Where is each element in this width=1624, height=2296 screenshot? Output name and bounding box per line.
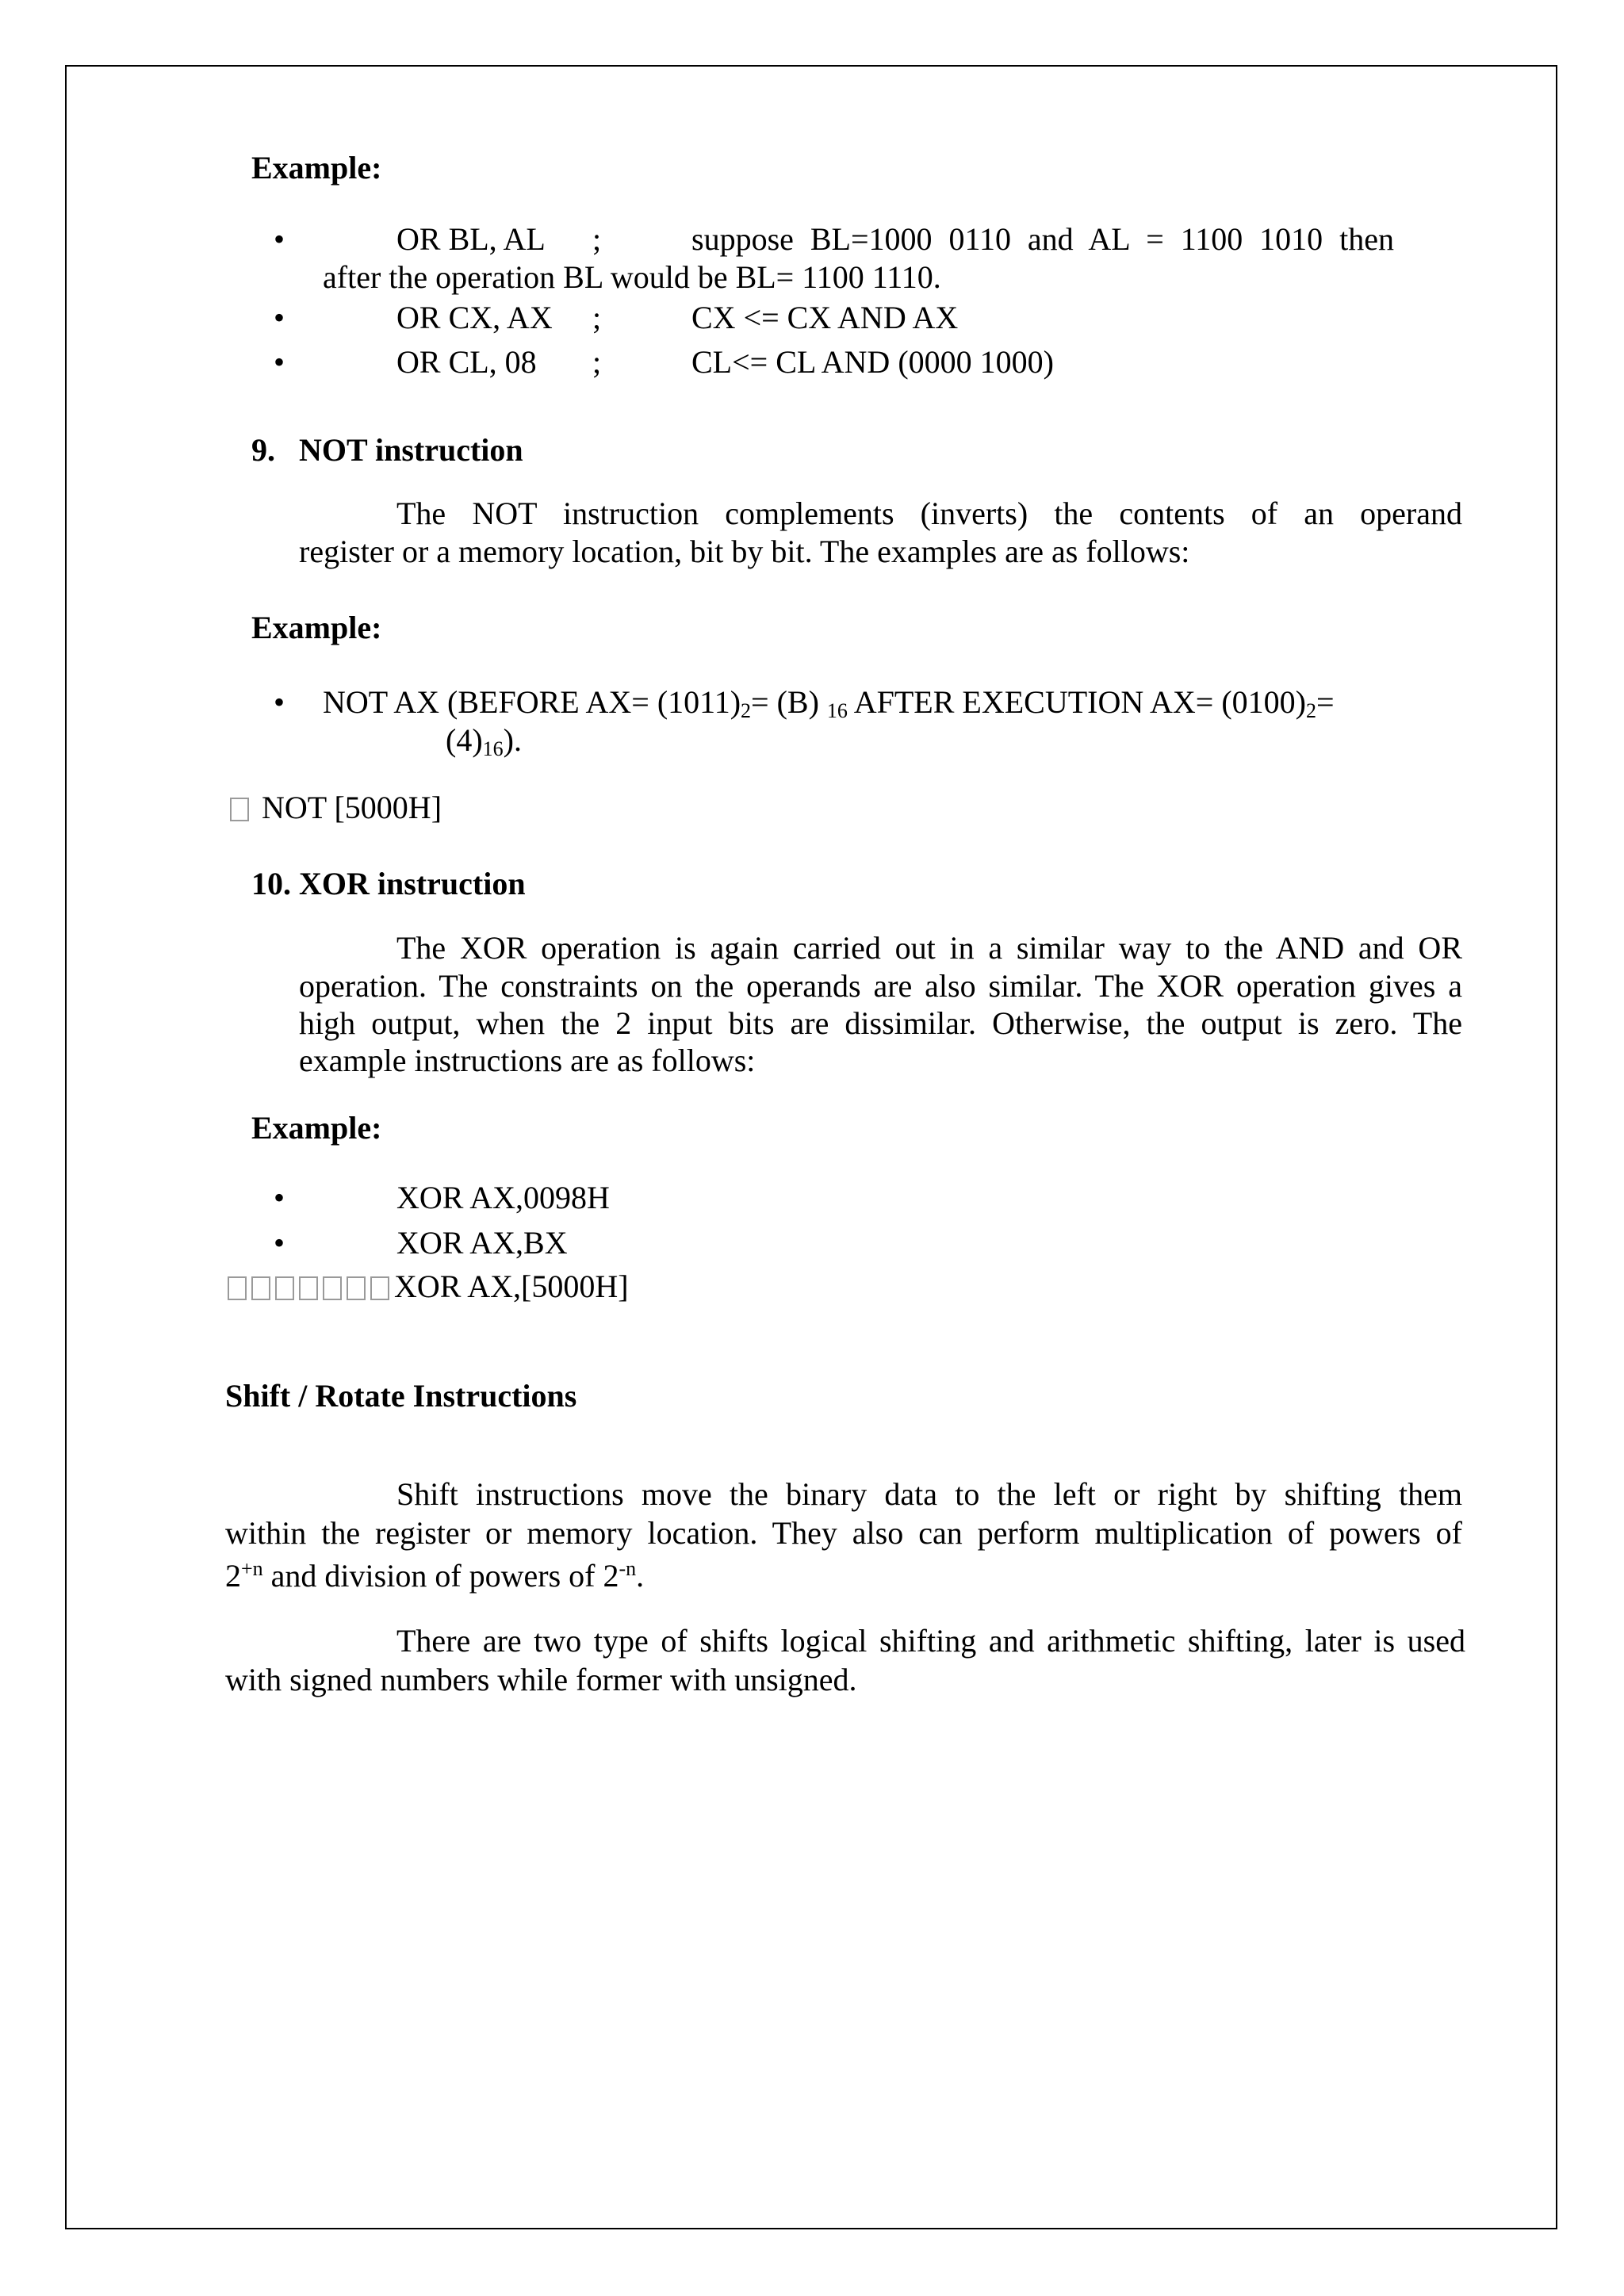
missing-glyph-box (275, 1276, 294, 1300)
section-heading-shift: Shift / Rotate Instructions (225, 1378, 577, 1414)
bullet: • (274, 300, 285, 335)
example-label: Example: (251, 1110, 382, 1146)
bullet: • (274, 221, 285, 257)
separator: ; (592, 300, 602, 335)
example-label: Example: (251, 610, 382, 645)
section-heading-xor: 10. XOR instruction (251, 866, 526, 901)
paragraph-line: The NOT instruction complements (inverts) the contents of an operand (396, 496, 1462, 531)
xor-memory-example: XOR AX,[5000H] (228, 1268, 629, 1306)
bullet: • (274, 1180, 285, 1215)
separator: ; (592, 221, 602, 257)
instruction-description: suppose BL=1000 0110 and AL = 1100 1010 then (691, 221, 1394, 257)
instruction: OR CX, AX (396, 300, 553, 335)
paragraph-line: example instructions are as follows: (299, 1043, 756, 1078)
missing-glyph-box (299, 1276, 318, 1300)
instruction: OR CL, 08 (396, 344, 537, 380)
paragraph-line: high output, when the 2 input bits are dissimilar. Otherwise, the output is zero. The (299, 1005, 1462, 1041)
paragraph-line: within the register or memory location. They also can perform multiplication of powers of (225, 1515, 1462, 1551)
bullet: • (274, 1225, 285, 1261)
instruction-description-cont: after the operation BL would be BL= 1100 1110. (323, 259, 941, 295)
example-label: Example: (251, 150, 382, 186)
instruction: OR BL, AL (396, 221, 546, 257)
page-border (65, 65, 1557, 2229)
missing-glyph-box (251, 1276, 270, 1300)
paragraph-line: There are two type of shifts logical shifting and arithmetic shifting, later is used (396, 1623, 1465, 1659)
not-example: NOT AX (BEFORE $AX= (1011)_2= (B)$ $_{16}$ AFTER EXECUTION $AX= (0100)_2=$ (323, 684, 1335, 722)
missing-glyph-box (347, 1276, 366, 1300)
instruction: XOR AX,0098H (396, 1180, 610, 1215)
not-memory-example: NOT [5000H] (230, 789, 442, 827)
paragraph-line: with signed numbers while former with unsigned. (225, 1662, 857, 1697)
not-example-cont: $(4)_{16}$). (446, 722, 522, 760)
paragraph-line: register or a memory location, bit by bit. The examples are as follows: (299, 534, 1190, 569)
paragraph-line: operation. The constraints on the operands are also similar. The XOR operation gives a (299, 968, 1462, 1004)
missing-glyph-box (228, 1276, 247, 1300)
bullet: • (274, 344, 285, 380)
paragraph-line: Shift instructions move the binary data to the left or right by shifting them (396, 1476, 1462, 1512)
separator: ; (592, 344, 602, 380)
instruction: XOR AX,BX (396, 1225, 568, 1261)
paragraph-line: $2^{+n}$ and division of powers of $2^{-n}$. (225, 1557, 645, 1594)
paragraph-line: The XOR operation is again carried out in a similar way to the AND and OR (396, 930, 1462, 966)
missing-glyph-box (230, 798, 249, 821)
bullet: • (274, 684, 285, 720)
missing-glyph-box (323, 1276, 342, 1300)
missing-glyph-box (370, 1276, 389, 1300)
instruction-description: CX <= CX AND AX (691, 300, 959, 335)
section-heading-not: 9. NOT instruction (251, 432, 523, 468)
instruction-description: CL<= CL AND (0000 1000) (691, 344, 1054, 380)
